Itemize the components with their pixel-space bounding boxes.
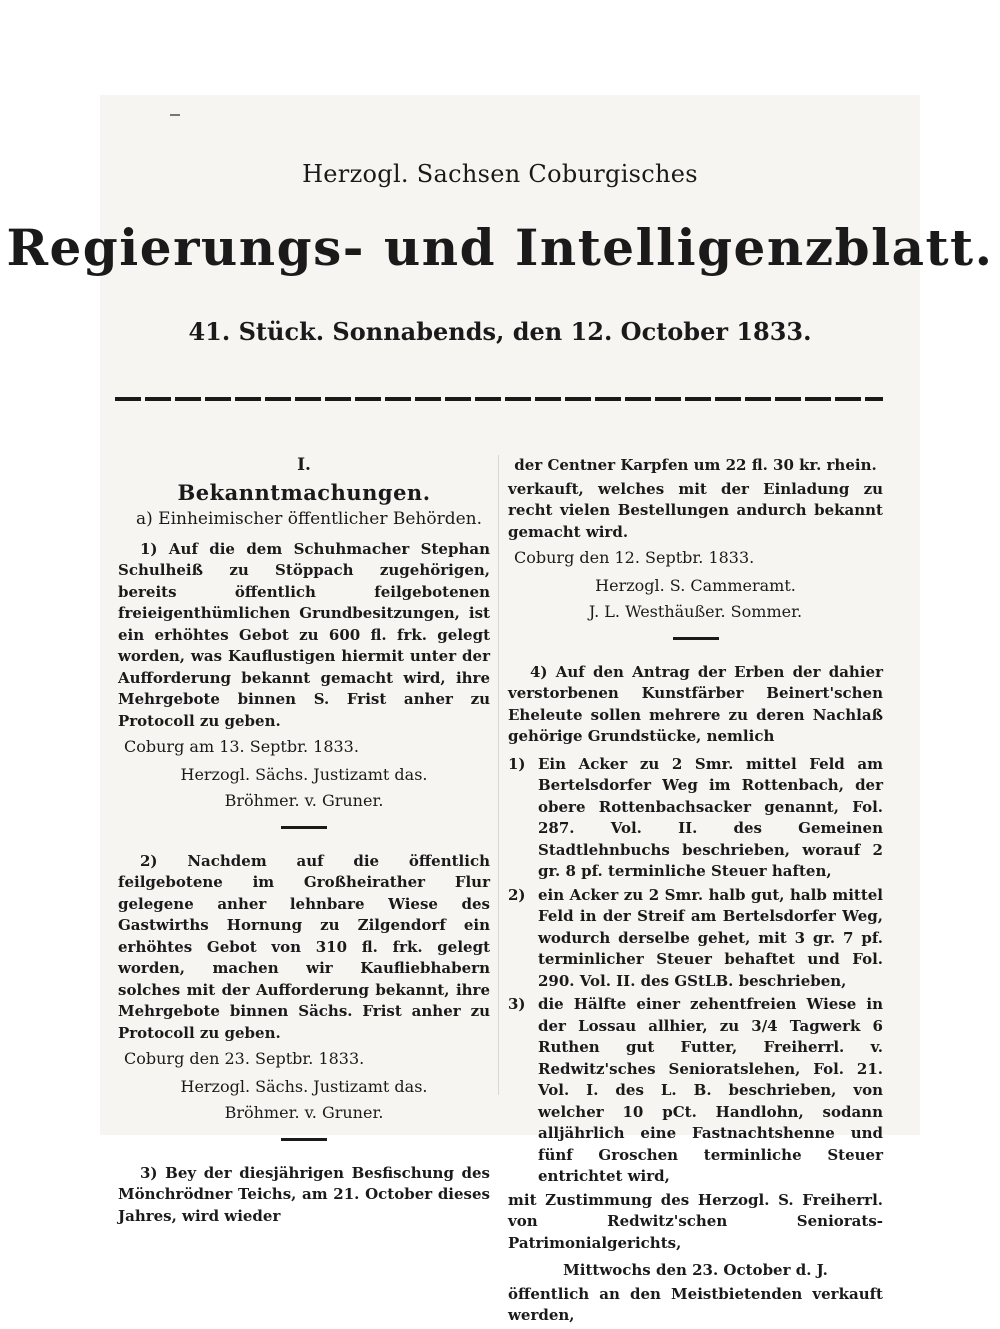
notice-2 [118,851,490,1045]
separator [281,1138,327,1141]
notice-1 [118,539,490,733]
notice-3-continued [508,479,883,544]
notice-closing: öffentlich an den Meistbietenden verkauft werden, [508,1284,883,1324]
notice-office: Herzogl. S. Cammeramt. [595,575,796,595]
notice-number: 3) [140,1163,158,1182]
notice-text: Nachdem auf die öffentlich feilgebotene im Großheirather Flur gelegene anher lehnbare Wiese des Gastwirths Hornung zu Zilgendorf ein erhöhtes Gebot von 310 fl. frk. gelegt worden, machen wir Kaufliebhabern solches mit der Aufforderung bekannt, ihre Mehrgebote binnen Sächs. Frist anher zu Protocoll zu geben. [118,851,490,1042]
notice-text: verkauft, welches mit der Einladung zu recht vielen Bestellungen andurch bekannt gemacht wird. [508,479,883,541]
subsection-heading: a) Einheimischer öffentlicher Behörden. [136,509,483,529]
notice-number: 2) [140,851,158,870]
issue-line: 41. Stück. Sonnabends, den 12. October 1833. [188,317,812,346]
item-number: 2) [508,885,526,904]
section-title: Bekanntmachungen. [177,479,431,505]
property-list [508,754,883,1188]
notice-dateline: Coburg den 12. Septbr. 1833. [514,548,755,567]
notice-signers: Bröhmer. v. Gruner. [224,1103,384,1122]
separator [673,637,719,640]
notice-dateline: Coburg den 23. Septbr. 1833. [124,1049,365,1068]
notice-signers: Bröhmer. v. Gruner. [224,791,384,810]
separator [281,826,327,829]
notice-office: Herzogl. Sächs. Justizamt das. [180,1076,428,1096]
left-column [118,455,490,1229]
notice-office: Herzogl. Sächs. Justizamt das. [180,764,428,784]
notice-consent: mit Zustimmung des Herzogl. S. Freiherrl. von Redwitz'schen Seniorats-Patrimonialgerichts, [508,1190,883,1252]
scan-mark [170,114,180,116]
item-number: 1) [508,754,526,773]
list-item [508,754,883,883]
notice-intro: Auf den Antrag der Erben der dahier verstorbenen Kunstfärber Beinert'schen Eheleute sollen mehrere zu deren Nachlaß gehörige Grundstücke, nemlich [508,662,883,745]
item-number: 3) [508,995,526,1013]
notice-text: Auf die dem Schuhmacher Stephan Schulheiß zu Stöppach zugehörigen, bereits öffentlich feilgebotenen freieigenthümlichen Grundbesitzungen, ist ein erhöhtes Gebot zu 600 fl. frk. gelegt worden, was Kauflustigen hiermit unter der Aufforderung bekannt gemacht wird, ihre Mehrgebote binnen S. Frist anher zu Protocoll zu geben. [118,539,490,730]
notice-signers: J. L. Westhäußer. Sommer. [588,602,803,621]
item-text: ein Acker zu 2 Smr. halb gut, halb mittel Feld in der Streif am Bertelsdorfer Weg, wodurch derselbe gehet, mit 3 gr. 7 pf. terminlicher Steuer behaftet und Fol. 290. Vol. II. des GStLB. beschrieben, [538,885,883,990]
header-rule [115,397,883,401]
masthead-title: Regierungs- und Intelligenzblatt. [6,218,994,277]
item-text: Ein Acker zu 2 Smr. mittel Feld am Bertelsdorfer Weg im Rottenbach, der obere Rottenbachsacker genannt, Fol. 287. Vol. II. des Gemeinen Stadtlehnbuchs beschrieben, worauf 2 gr. 8 pf. terminliche Steuer haften, [538,754,883,880]
auction-date: Mittwochs den 23. October d. J. [563,1261,828,1279]
notice-text: Bey der diesjährigen Besfischung des Mönchrödner Teichs, am 21. October dieses Jahres, wird wieder [118,1163,491,1225]
right-column [508,455,883,1329]
notice-4 [508,662,883,748]
notice-dateline: Coburg am 13. Septbr. 1833. [124,737,359,756]
notice-number: 1) [140,539,158,558]
notice-3 [118,1163,490,1228]
notice-3-continued-line: der Centner Karpfen um 22 fl. 30 kr. rhein. [514,456,877,474]
column-divider [498,455,499,1095]
list-item [508,994,883,1188]
section-number: I. [297,455,311,475]
notice-number: 4) [530,662,548,681]
item-text: die Hälfte einer zehentfreien Wiese in der Lossau allhier, zu 3/4 Tagwerk 6 Ruthen gut Futter, Freiherrl. v. Redwitz'sches Senioratslehen, Fol. 21. Vol. I. des L. B. beschrieben, von welcher 10 pCt. Handlohn, sodann alljährlich eine Fastnachtshenne und fünf Groschen terminliche Steuer entrichtet wird, [538,995,883,1185]
list-item [508,885,883,993]
publisher-line: Herzogl. Sachsen Coburgisches [302,160,698,188]
